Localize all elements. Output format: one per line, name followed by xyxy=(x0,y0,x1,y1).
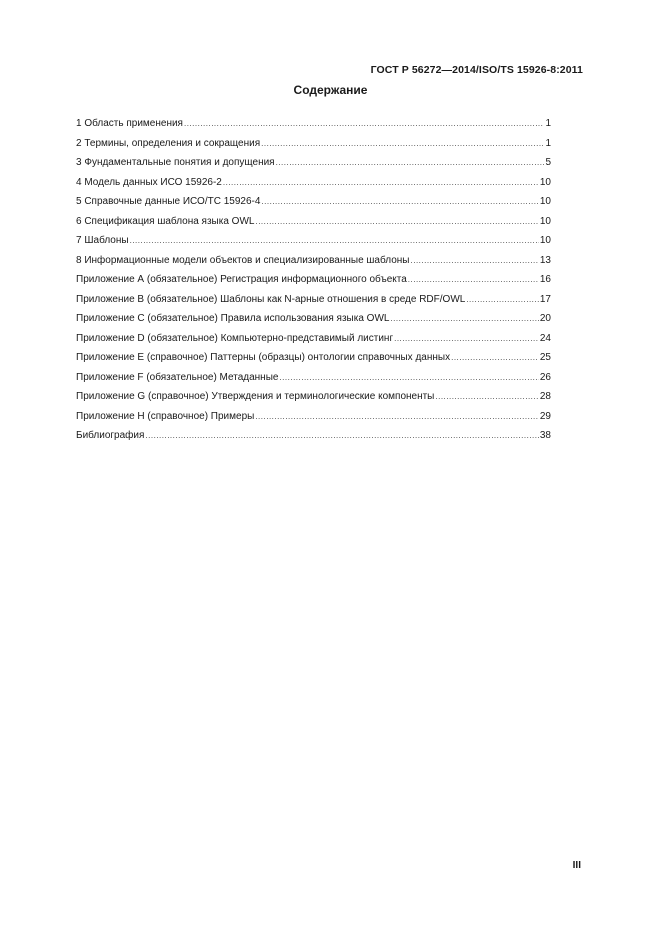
table-of-contents xyxy=(76,116,551,448)
toc-leader-dots xyxy=(255,409,539,425)
toc-entry-page: 28 xyxy=(539,391,551,402)
toc-entry-page: 25 xyxy=(539,352,551,363)
toc-entry-label: 8 Информационные модели объектов и специализированные шаблоны xyxy=(76,254,410,266)
toc-entry[interactable] xyxy=(76,389,551,409)
toc-entry-page: 1 xyxy=(545,137,551,149)
toc-entry-page: 1 xyxy=(545,118,551,129)
toc-entry[interactable] xyxy=(76,311,551,331)
toc-entry-label: Приложение Е (справочное) Паттерны (образцы) онтологии справочных данных xyxy=(76,352,451,363)
toc-entry-label: 7 Шаблоны xyxy=(76,235,129,246)
toc-entry-label: Приложение В (обязательное) Шаблоны как N-арные отношения в среде RDF/OWL xyxy=(76,293,466,305)
document-code-header: ГОСТ Р 56272—2014/ISO/TS 15926-8:2011 xyxy=(370,64,583,76)
toc-entry[interactable] xyxy=(76,155,551,175)
toc-entry[interactable] xyxy=(76,233,551,253)
toc-leader-dots xyxy=(184,116,544,132)
toc-entry[interactable] xyxy=(76,350,551,370)
toc-entry-label: 2 Термины, определения и сокращения xyxy=(76,137,261,149)
toc-leader-dots xyxy=(145,428,538,444)
toc-entry-page: 38 xyxy=(539,430,551,441)
toc-leader-dots xyxy=(223,175,539,191)
toc-leader-dots xyxy=(276,155,545,171)
toc-entry-page: 5 xyxy=(545,157,551,168)
toc-leader-dots xyxy=(408,272,539,288)
toc-entry-page: 10 xyxy=(539,196,551,207)
toc-entry[interactable] xyxy=(76,116,551,136)
toc-entry-label: 4 Модель данных ИСО 15926-2 xyxy=(76,176,222,188)
toc-entry-page: 24 xyxy=(539,332,551,344)
toc-entry[interactable] xyxy=(76,292,551,312)
toc-entry-page: 26 xyxy=(539,371,551,383)
toc-entry-label: 6 Спецификация шаблона языка OWL xyxy=(76,215,255,227)
toc-entry-label: Приложение G (справочное) Утверждения и терминологические компоненты xyxy=(76,391,435,402)
toc-leader-dots xyxy=(261,136,544,152)
toc-leader-dots xyxy=(130,233,539,249)
toc-entry[interactable] xyxy=(76,136,551,156)
toc-entry-page: 13 xyxy=(539,254,551,266)
toc-leader-dots xyxy=(279,370,538,386)
toc-entry-page: 10 xyxy=(539,215,551,227)
toc-entry-page: 17 xyxy=(539,293,551,305)
toc-entry-label: Приложение Н (справочное) Примеры xyxy=(76,410,255,422)
toc-leader-dots xyxy=(394,331,539,347)
toc-entry[interactable] xyxy=(76,194,551,214)
toc-entry-label: Библиография xyxy=(76,430,145,441)
toc-title: Содержание xyxy=(293,83,368,97)
toc-entry-label: 3 Фундаментальные понятия и допущения xyxy=(76,157,275,168)
toc-entry[interactable] xyxy=(76,409,551,429)
toc-leader-dots xyxy=(435,389,539,405)
page-number: III xyxy=(572,860,581,871)
toc-entry[interactable] xyxy=(76,331,551,351)
toc-entry-page: 10 xyxy=(539,176,551,188)
toc-entry-label: 5 Справочные данные ИСО/ТС 15926-4 xyxy=(76,196,261,207)
toc-leader-dots xyxy=(451,350,539,366)
toc-entry-page: 16 xyxy=(539,274,551,285)
toc-leader-dots xyxy=(466,292,539,308)
toc-entry[interactable] xyxy=(76,272,551,292)
toc-entry-label: Приложение D (обязательное) Компьютерно-представимый листинг xyxy=(76,332,394,344)
toc-entry-page: 29 xyxy=(539,410,551,422)
toc-entry-page: 20 xyxy=(539,313,551,324)
toc-leader-dots xyxy=(390,311,538,327)
toc-entry[interactable] xyxy=(76,175,551,195)
toc-entry[interactable] xyxy=(76,253,551,273)
toc-entry[interactable] xyxy=(76,214,551,234)
toc-leader-dots xyxy=(411,253,539,269)
toc-entry-label: Приложение А (обязательное) Регистрация информационного объекта xyxy=(76,274,407,285)
toc-entry[interactable] xyxy=(76,370,551,390)
toc-entry-page: 10 xyxy=(539,235,551,246)
toc-entry-label: Приложение С (обязательное) Правила использования языка OWL xyxy=(76,313,390,324)
toc-entry[interactable] xyxy=(76,428,551,448)
toc-leader-dots xyxy=(255,214,538,230)
toc-entry-label: Приложение F (обязательное) Метаданные xyxy=(76,371,279,383)
toc-leader-dots xyxy=(261,194,538,210)
toc-entry-label: 1 Область применения xyxy=(76,118,183,129)
